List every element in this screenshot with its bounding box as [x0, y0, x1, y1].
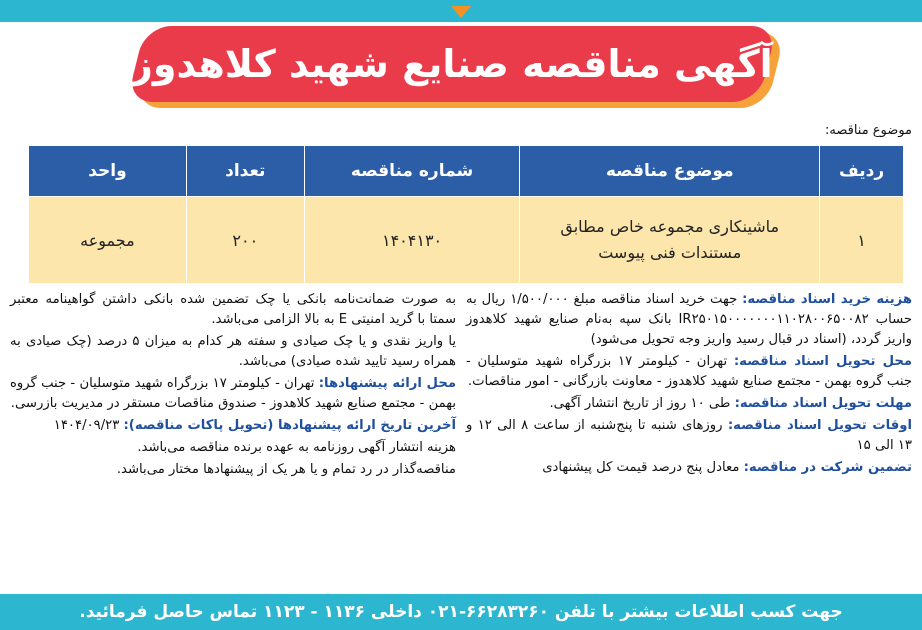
label-document-location: محل تحویل اسناد مناقصه: [733, 354, 913, 369]
label-bid-location: محل ارائه پیشنهادها: [318, 376, 456, 391]
paragraph-document-deadline [466, 394, 912, 414]
cell-row-no: ۱ [820, 197, 904, 284]
label-document-hours: اوقات تحویل اسناد مناقصه: [727, 418, 912, 433]
paragraph-rejection-right [10, 460, 456, 480]
title-banner [130, 22, 790, 114]
cell-unit: مجموعه [29, 197, 187, 284]
text-document-hours: روزهای شنبه تا پنج‌شنبه از ساعت ۸ الی ۱۲ و ۱۳ الی ۱۵ [466, 418, 912, 453]
footer-bar [0, 594, 922, 630]
label-guarantee: تضمین شرکت در مناقصه: [743, 460, 912, 475]
paragraph-bid-location [10, 374, 456, 414]
text-guarantee: معادل پنج درصد قیمت کل پیشنهادی [542, 460, 740, 475]
text-rejection-right: مناقصه‌گذار در رد تمام و یا هر یک از پیشنهادها مختار می‌باشد. [116, 462, 456, 477]
paragraph-bid-deadline [10, 416, 456, 436]
tender-table [28, 145, 904, 284]
header-tender-no: شماره مناقصه [304, 146, 520, 197]
subject-label: موضوع مناقصه: [824, 123, 912, 138]
contact-info: جهت کسب اطلاعات بیشتر با تلفن ۶۶۲۸۳۲۶۰-۰۲۱ داخلی ۱۱۳۶ - ۱۱۲۳ تماس حاصل فرمائید. [79, 602, 843, 622]
header-row-no: ردیف [820, 146, 904, 197]
paragraph-document-hours [466, 416, 912, 456]
text-ad-cost: هزینه انتشار آگهی روزنامه به عهده برنده مناقصه می‌باشد. [137, 440, 456, 455]
header-unit: واحد [29, 146, 187, 197]
label-document-deadline: مهلت تحویل اسناد مناقصه: [734, 396, 912, 411]
table-header-row [29, 146, 904, 197]
cell-tender-no: ۱۴۰۴۱۳۰ [304, 197, 520, 284]
paragraph-guarantee-form [10, 290, 456, 330]
paragraph-document-location [466, 352, 912, 392]
text-document-fee: جهت خرید اسناد مناقصه مبلغ ۱/۵۰۰/۰۰۰ ریال به حساب IR۲۵۰۱۵۰۰۰۰۰۰۰۱۱۰۲۸۰۰۶۵۰۰۸۲ بانک سپه به‌نام صنایع شهید کلاهدوز واریز گردد، (اسناد در قبال رسید واریز وجه تحویل می‌شود) [466, 292, 913, 347]
paragraph-guarantee-cash [10, 332, 456, 372]
text-bid-location: تهران - کیلومتر ۱۷ بزرگراه شهید متوسلیان - جنب گروه بهمن - مجتمع صنایع شهید کلاهدوز - صندوق مناقصات مستقر در مدیریت بازرسی. [10, 376, 456, 411]
notice-body [10, 290, 912, 580]
label-document-fee: هزینه خرید اسناد مناقصه: [742, 292, 913, 307]
text-bid-deadline: ۱۴۰۴/۰۹/۲۳ [53, 418, 120, 433]
header-count: تعداد [186, 146, 304, 197]
cell-subject: ماشینکاری مجموعه خاص مطابق مستندات فنی پیوست [520, 197, 820, 284]
header-subject: موضوع مناقصه [520, 146, 820, 197]
text-guarantee-form: به صورت ضمانت‌نامه بانکی یا چک تضمین شده بانکی داشتن گواهینامه معتبر سمتا با گرید امنیتی E به بالا الزامی می‌باشد. [10, 292, 456, 327]
title-banner-face [127, 26, 778, 102]
left-column [10, 290, 456, 482]
top-notch-decoration [451, 6, 471, 18]
label-bid-deadline: آخرین تاریخ ارائه پیشنهادها (تحویل پاکات مناقصه): [123, 418, 456, 433]
page-title: آگهی مناقصه صنایع شهید کلاهدوز [131, 42, 773, 86]
cell-count: ۲۰۰ [186, 197, 304, 284]
text-guarantee-cash: یا واریز نقدی و یا چک صیادی و سفته هر کدام به میزان ۵ درصد (چک صیادی به همراه رسید تایید شده صیادی) می‌باشد. [10, 334, 457, 369]
table-row [29, 197, 904, 284]
paragraph-ad-cost [10, 438, 456, 458]
right-column [466, 290, 912, 480]
text-document-deadline: طی ۱۰ روز از تاریخ انتشار آگهی. [549, 396, 731, 411]
text-document-location: تهران - کیلومتر ۱۷ بزرگراه شهید متوسلیان - جنب گروه بهمن - مجتمع صنایع شهید کلاهدوز - معاونت بازرگانی - امور مناقصات. [466, 354, 912, 389]
paragraph-document-fee [466, 290, 912, 350]
paragraph-guarantee [466, 458, 912, 478]
